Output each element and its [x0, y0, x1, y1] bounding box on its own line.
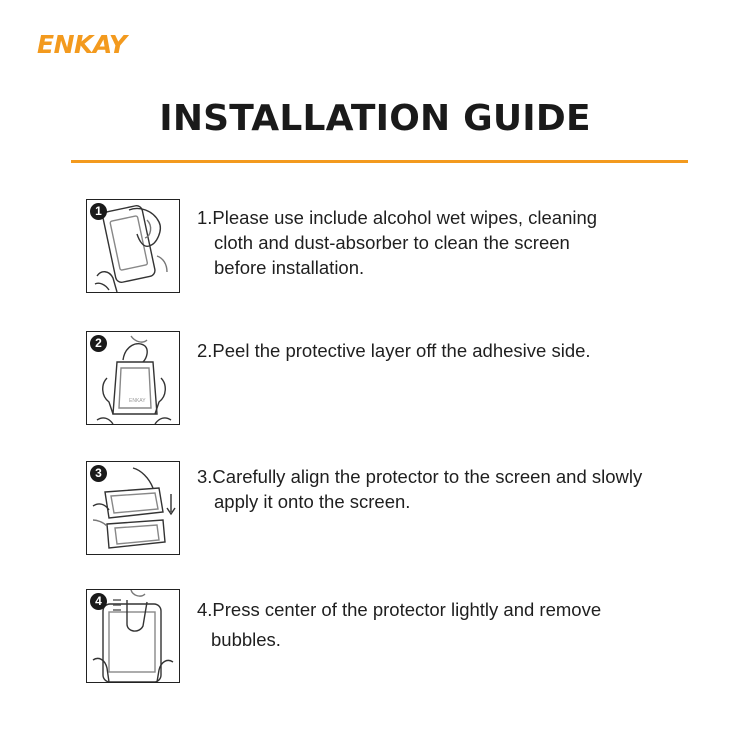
step-1: [86, 199, 696, 299]
step-text-line: 1.Please use include alcohol wet wipes, cleaning: [197, 207, 598, 228]
step-2: [86, 331, 696, 431]
step-description: [197, 595, 697, 655]
peel-protector-icon: [86, 331, 180, 425]
step-number-badge: 2: [90, 335, 107, 352]
step-text-line: 4.Press center of the protector lightly and remove: [197, 599, 602, 620]
phone-cleaning-icon: [86, 199, 180, 293]
step-text-line: before installation.: [214, 257, 365, 278]
step-text-line: 2.Peel the protective layer off the adhesive side.: [197, 340, 591, 361]
step-number-badge: 4: [90, 593, 107, 610]
brand-logo: ENKAY: [37, 30, 127, 59]
step-description: [197, 338, 697, 363]
step-description: [197, 464, 697, 514]
page-title: INSTALLATION GUIDE: [159, 98, 591, 139]
step-text-line: 3.Carefully align the protector to the screen and slowly: [197, 466, 643, 487]
press-bubbles-icon: [86, 589, 180, 683]
title-divider: [71, 160, 688, 163]
step-description: [197, 205, 697, 280]
step-text-line: cloth and dust-absorber to clean the screen: [214, 232, 570, 253]
step-4: [86, 589, 696, 689]
step-number-badge: 3: [90, 465, 107, 482]
step-number-badge: 1: [90, 203, 107, 220]
align-protector-icon: [86, 461, 180, 555]
svg-text:ENKAY: ENKAY: [129, 398, 146, 404]
step-3: [86, 461, 696, 561]
step-text-line: bubbles.: [211, 629, 281, 650]
step-text-line: apply it onto the screen.: [214, 491, 411, 512]
